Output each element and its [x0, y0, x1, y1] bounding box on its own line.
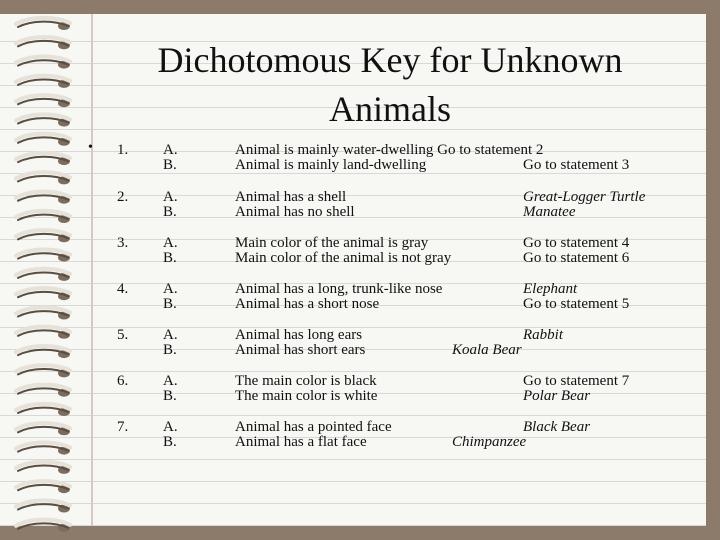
option-a-label: A. [163, 235, 178, 251]
statement-number: 7. [117, 419, 129, 435]
option-a-text: Animal is mainly water-dwelling Go to statement 2 [235, 142, 544, 158]
option-a-text: Animal has a pointed face [235, 419, 392, 435]
option-b-label: B. [163, 296, 177, 312]
option-b-result: Go to statement 6 [523, 250, 630, 266]
option-a-result: Black Bear [523, 419, 591, 435]
bullet-marker: • [88, 140, 93, 155]
option-b-result: Polar Bear [523, 388, 591, 404]
option-a-text: Animal has long ears [235, 327, 363, 343]
statement-number: 5. [117, 327, 129, 343]
option-b-text: Animal has no shell [235, 204, 355, 220]
option-a-result: Rabbit [523, 327, 563, 343]
option-b-result: Go to statement 5 [523, 296, 630, 312]
option-a-text: Main color of the animal is gray [235, 235, 429, 251]
option-a-text: The main color is black [235, 373, 377, 389]
option-b-result: Chimpanzee [452, 434, 527, 450]
option-a-label: A. [163, 327, 178, 343]
option-b-text: Animal has a flat face [235, 434, 367, 450]
option-b-label: B. [163, 204, 177, 220]
statement-number: 3. [117, 235, 129, 251]
statement-number: 6. [117, 373, 129, 389]
option-b-label: B. [163, 434, 177, 450]
option-a-result: Great-Logger Turtle [523, 189, 646, 205]
option-a-text: Animal has a shell [235, 189, 347, 205]
option-a-result: Elephant [523, 281, 578, 297]
option-b-text: Animal has short ears [235, 342, 366, 358]
option-a-label: A. [163, 419, 178, 435]
option-a-label: A. [163, 142, 178, 158]
option-b-label: B. [163, 388, 177, 404]
option-a-label: A. [163, 373, 178, 389]
option-a-result: Go to statement 4 [523, 235, 630, 251]
option-a-text: Animal has a long, trunk-like nose [235, 281, 443, 297]
option-b-label: B. [163, 157, 177, 173]
statement-number: 2. [117, 189, 129, 205]
page-title: Dichotomous Key for Unknown Animals [157, 40, 623, 129]
option-a-label: A. [163, 189, 178, 205]
option-b-result: Manatee [523, 204, 576, 220]
option-b-label: B. [163, 342, 177, 358]
option-b-text: Animal is mainly land-dwelling [235, 157, 427, 173]
option-b-text: The main color is white [235, 388, 378, 404]
option-b-label: B. [163, 250, 177, 266]
option-b-text: Main color of the animal is not gray [235, 250, 452, 266]
option-a-label: A. [163, 281, 178, 297]
statement-number: 4. [117, 281, 129, 297]
statement-number: 1. [117, 142, 129, 158]
option-b-result: Koala Bear [452, 342, 522, 358]
option-b-text: Animal has a short nose [235, 296, 380, 312]
option-b-result: Go to statement 3 [523, 157, 630, 173]
option-a-result: Go to statement 7 [523, 373, 630, 389]
